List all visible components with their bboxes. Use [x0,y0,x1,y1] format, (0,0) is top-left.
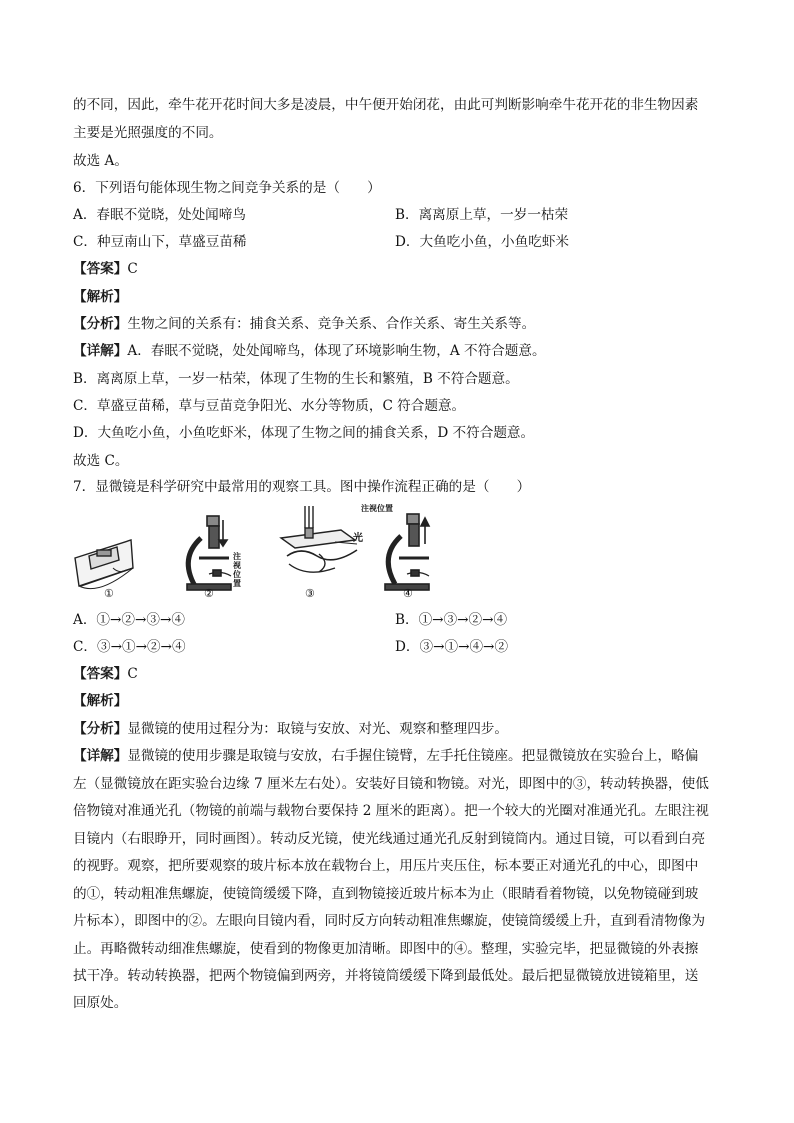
q6-answer [73,259,138,279]
q6-analysis-label: 【解析】 [73,289,128,305]
step4-watch-note: 注视位置 [361,504,393,513]
q7-xiangjie-4: 目镜内（右眼睁开，同时画图）。转动反光镜，使光线通过通光孔反射到镜筒内。通过目镜，可以看到白亮 [73,831,706,847]
q7-xiangjie-1 [73,746,698,766]
q7-xiangjie-6: 的①，转动粗准焦螺旋，使镜筒缓缓下降，直到物镜接近玻片标本为止（眼睛看着物镜，以免物镜碰到玻 [73,886,699,902]
prev-text-line-1: 的不同，因此，牵牛花开花时间大多是凌晨，中午便开始闭花，由此可判断影响牵牛花开花的非生物因素 [73,97,699,113]
q7-xiangjie-text-first: 显微镜的使用步骤是取镜与安放，右手握住镜臂，左手托住镜座。把显微镜放在实验台上，略偏 [127,748,699,764]
q7-xiangjie-2: 左（显微镜放在距实验台边缘 7 厘米左右处）。安装好目镜和物镜。对光，即图中的③，转动转换器，使低 [73,776,709,792]
q7-option-d: D．③→①→④→② [395,639,509,655]
q7-analysis-tag [73,691,127,711]
q6-xiangjie-4: D．大鱼吃小鱼，小鱼吃虾米，体现了生物之间的捕食关系，D 不符合题意。 [73,425,535,441]
q7-option-a: A．①→②→③→④ [73,612,185,628]
q7-fenxi [73,719,508,739]
q6-option-b: B．离离原上草，一岁一枯荣 [395,207,569,223]
microscope-steps-figure [73,500,443,604]
q6-xiangjie-text-1: A．春眠不觉晓，处处闻啼鸟，体现了环境影响生物，A 不符合题意。 [127,343,546,359]
figure-label-1: ① [104,587,114,600]
q7-xiangjie-10: 回原处。 [73,995,128,1011]
q6-option-d: D．大鱼吃小鱼，小鱼吃虾米 [395,234,570,250]
q7-xiangjie-8: 止。再略微转动细准焦螺旋，使看到的物像更加清晰。即图中的④。整理，实验完毕，把显微镜的外表擦 [73,941,699,957]
prev-text-line-2: 主要是光照强度的不同。 [73,125,223,141]
q6-fenxi-text: 生物之间的关系有：捕食关系、竞争关系、合作关系、寄生关系等。 [127,316,536,332]
q7-option-b: B．①→③→②→④ [395,612,508,628]
q7-xiangjie-7: 片标本），即图中的②。左眼向目镜内看，同时反方向转动粗准焦螺旋，使镜筒缓缓上升，直到看清物像为 [73,913,706,929]
q7-fenxi-tag: 【分析】 [73,721,128,737]
q6-analysis-tag [73,287,127,307]
step4-illustration [385,514,429,590]
figure-label-3: ③ [305,587,315,600]
q6-xiangjie-tag: 【详解】 [73,343,128,359]
q6-fenxi-tag: 【分析】 [73,316,128,332]
q6-option-a: A．春眠不觉晓，处处闻啼鸟 [73,207,246,223]
step1-illustration [75,540,133,589]
q7-xiangjie-9: 拭干净。转动转换器，把两个物镜偏到两旁，并将镜筒缓缓下降到最低处。最后把显微镜放进镜箱里，送 [73,968,699,984]
q7-answer-tag: 【答案】 [73,666,128,682]
q7-analysis-label: 【解析】 [73,693,128,709]
q6-xiangjie-3: C．草盛豆苗稀，草与豆苗竞争阳光、水分等物质，C 符合题意。 [73,398,466,414]
q6-answer-tag: 【答案】 [73,261,128,277]
q7-option-c: C．③→①→②→④ [73,639,186,655]
q6-option-c: C．种豆南山下，草盛豆苗稀 [73,234,247,250]
figure-label-4: ④ [403,587,413,600]
q6-answer-value: C [127,261,138,277]
figure-label-2: ② [204,587,214,600]
q7-xiangjie-3: 倍物镜对准通光孔（物镜的前端与载物台要保持 2 厘米的距离）。把一个较大的光圈对准通光孔。左眼注视 [73,803,709,819]
q6-xiangjie-2: B．离离原上草，一岁一枯荣，体现了生物的生长和繁殖，B 不符合题意。 [73,371,519,387]
q7-figure [73,500,443,604]
q6-xiangjie-1 [73,341,546,361]
step2-watch-note: 注视位置 [233,552,241,588]
q7-xiangjie-5: 的视野。观察，把所要观察的玻片标本放在载物台上，用压片夹压住，标本要正对通光孔的中心，即图中 [73,858,699,874]
q7-xiangjie-tag: 【详解】 [73,748,128,764]
step3-illustration [281,506,357,572]
prev-conclusion: 故选 A。 [73,153,128,169]
q6-conclusion: 故选 C。 [73,453,129,469]
q7-answer [73,664,138,684]
q7-stem: 7．显微镜是科学研究中最常用的观察工具。图中操作流程正确的是（ ） [73,479,531,495]
q7-answer-value: C [127,666,138,682]
q6-fenxi [73,314,535,334]
step3-light-label: 光 [353,533,363,544]
step2-illustration [187,516,231,590]
q6-stem: 6．下列语句能体现生物之间竞争关系的是（ ） [73,180,381,196]
q7-fenxi-text: 显微镜的使用过程分为：取镜与安放、对光、观察和整理四步。 [127,721,508,737]
